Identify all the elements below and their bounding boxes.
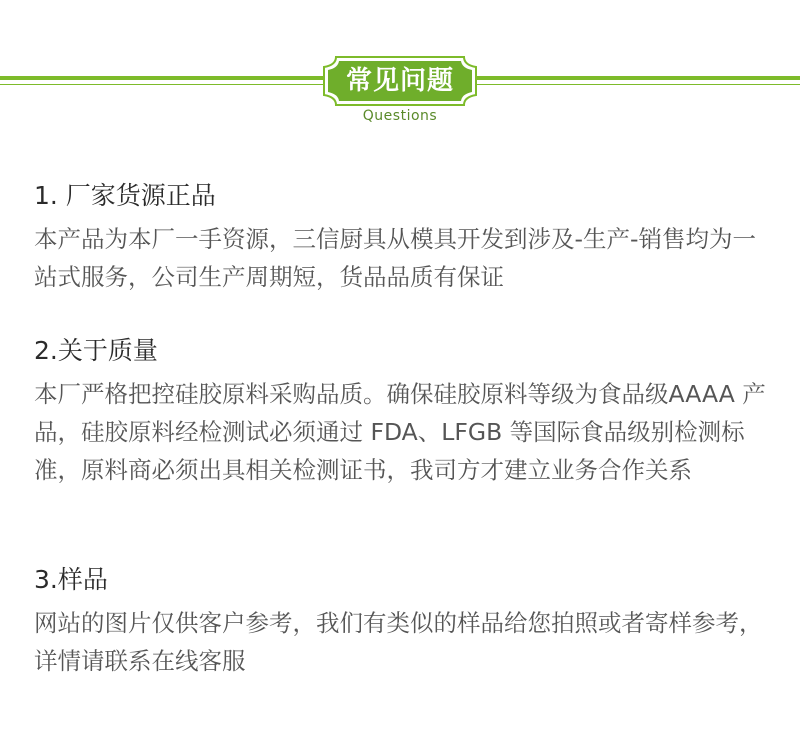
faq-item: [34, 562, 774, 680]
faq-header: [0, 0, 800, 140]
page-subtitle: Questions: [362, 108, 438, 124]
faq-answer: 网站的图片仅供客户参考，我们有类似的样品给您拍照或者寄样参考，详情请联系在线客服: [34, 609, 763, 675]
faq-question: 2.关于质量: [34, 336, 158, 365]
title-badge: [322, 55, 478, 107]
faq-answer: 本产品为本厂一手资源，三信厨具从模具开发到涉及-生产-销售均为一站式服务，公司生产周期短，货品品质有保证: [34, 225, 756, 291]
page-title: 常见问题: [345, 66, 454, 96]
faq-question: 1. 厂家货源正品: [34, 181, 216, 210]
faq-answer: 本厂严格把控硅胶原料采购品质。确保硅胶原料等级为食品级AAAA 产品，硅胶原料经检测试必须通过 FDA、LFGB 等国际食品级别检测标准，原料商必须出具相关检测证书，我司方才建立业务合作关系: [34, 380, 766, 484]
faq-item: [34, 333, 774, 489]
faq-item: [34, 178, 774, 296]
faq-question: 3.样品: [34, 565, 108, 594]
